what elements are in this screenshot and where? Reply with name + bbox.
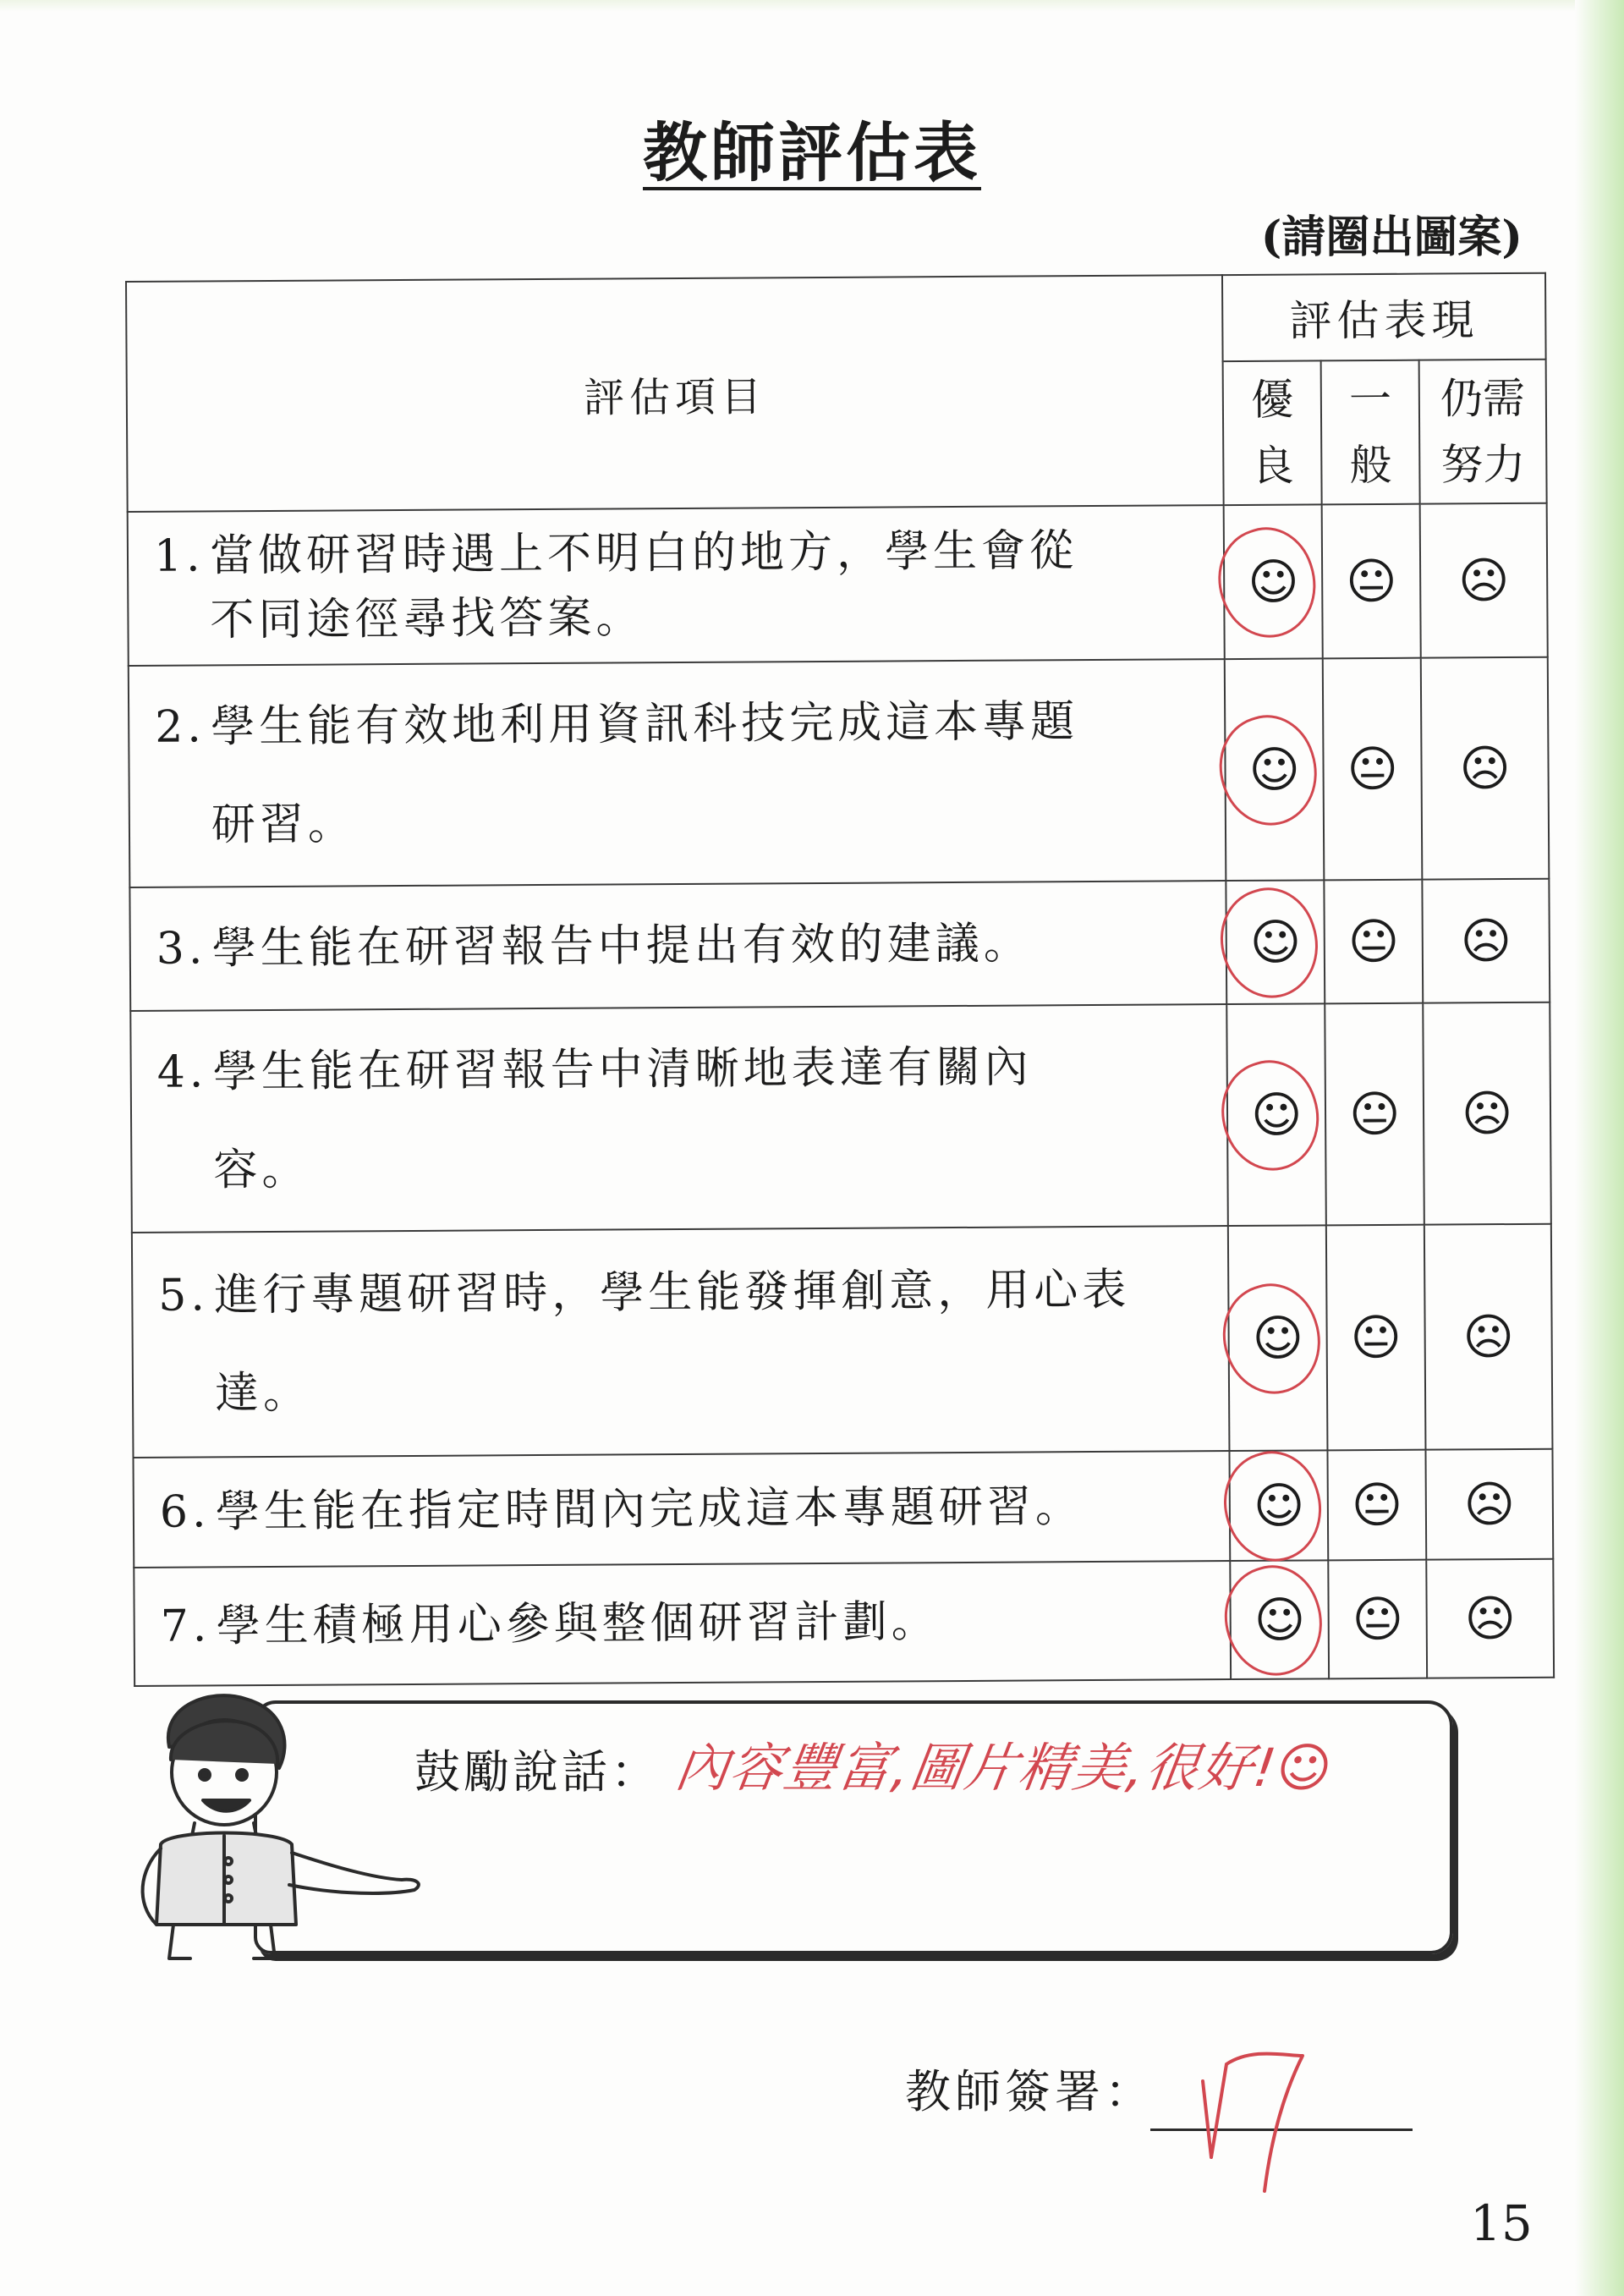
table-row [128,503,1548,666]
rating-header-excellent [1223,360,1322,505]
item-line1: 學生能在研習報告中提出有效的建議。 [211,918,1033,975]
rating-cell-average[interactable] [1325,1003,1424,1226]
performance-group-header: 評估表現 [1222,273,1545,361]
item-text-cell [134,1561,1231,1686]
teacher-signature [1193,2030,1336,2200]
rating-cell-needs-effort[interactable] [1422,879,1550,1003]
item-line1: 學生能有效地利用資訊科技完成這本專題 [211,696,1079,753]
frown-face-icon: ☹ [1464,1589,1517,1648]
rating-cell-needs-effort[interactable] [1424,1224,1553,1450]
smile-face-icon: ☺ [1254,1591,1305,1649]
item-line2: 達。 [214,1367,312,1420]
rating-cell-needs-effort[interactable] [1426,1559,1554,1678]
neutral-face-icon: 😐 [1347,739,1399,799]
item-line2: 容。 [213,1144,310,1196]
item-line1: 當做研習時遇上不明白的地方，學生會從 [209,525,1078,582]
smile-face-icon: ☺ [1252,1310,1303,1367]
item-number: 4. [156,1046,208,1098]
neutral-face-icon: 😐 [1350,1308,1402,1367]
smile-face-icon: ☺ [1248,741,1300,799]
table-row [129,657,1550,887]
green-page-edge [1575,0,1624,2296]
rating-header-line1: 仍需 [1440,373,1526,424]
item-number: 5. [158,1270,210,1321]
rating-header-line1: 一 [1348,374,1392,425]
rating-cell-average[interactable] [1328,1450,1427,1561]
item-text-cell [130,1004,1228,1233]
rating-cell-needs-effort[interactable] [1423,1002,1551,1225]
item-line2: 研習。 [211,799,357,851]
smile-face-icon: ☺ [1248,553,1299,611]
page-number: 15 [1470,2194,1533,2252]
rating-cell-needs-effort[interactable] [1426,1449,1554,1560]
neutral-face-icon: 😐 [1351,1475,1403,1535]
table-row [132,1224,1553,1458]
frown-face-icon: ☹ [1461,1084,1513,1143]
rating-cell-excellent[interactable] [1226,880,1325,1004]
smile-face-icon: ☺ [1254,1477,1305,1535]
frown-face-icon: ☹ [1457,552,1510,610]
rating-cell-needs-effort[interactable] [1421,657,1550,880]
smile-face-icon: ☺ [1251,1086,1303,1144]
form-title: 教師評估表 [643,115,981,190]
item-text-cell [133,1451,1230,1568]
table-row [129,879,1550,1011]
top-edge-tint [0,0,1624,12]
rating-header-needs-effort [1419,360,1547,504]
rating-cell-excellent[interactable] [1227,1003,1327,1226]
rating-header-line2: 努力 [1440,439,1526,490]
item-line1: 進行專題研習時，學生能發揮創意，用心表 [214,1264,1131,1321]
teacher-illustration [110,1684,431,1963]
table-row [133,1449,1553,1568]
rating-cell-excellent[interactable] [1225,658,1325,881]
item-line1: 學生積極用心參與整個研習計劃。 [216,1596,940,1652]
neutral-face-icon: 😐 [1345,552,1397,611]
rating-cell-average[interactable] [1328,1560,1427,1679]
rating-cell-excellent[interactable] [1230,1450,1329,1561]
evaluation-table [125,272,1555,1687]
rating-header-line1: 優 [1250,375,1294,425]
item-number: 2. [155,701,206,753]
neutral-face-icon: 😐 [1347,912,1400,971]
item-number: 7. [160,1601,211,1652]
rating-header-average [1321,360,1420,505]
table-row [130,1002,1551,1233]
circle-instruction: (請圈出圖案) [1260,211,1522,263]
signature-label: 教師簽署： [905,2065,1155,2118]
smile-face-icon: ☺ [1250,914,1302,971]
table-row [134,1559,1554,1686]
frown-face-icon: ☹ [1462,1307,1515,1366]
rating-header-line2: 般 [1349,440,1392,491]
item-text-cell [128,505,1225,666]
rating-cell-excellent[interactable] [1224,504,1323,659]
frown-face-icon: ☹ [1460,912,1512,970]
item-number: 3. [156,923,207,975]
frown-face-icon: ☹ [1463,1475,1516,1534]
rating-cell-excellent[interactable] [1228,1225,1328,1451]
rating-cell-average[interactable] [1325,880,1424,1004]
item-number: 1. [153,530,205,582]
item-column-header: 評估項目 [126,275,1224,512]
neutral-face-icon: 😐 [1352,1590,1404,1649]
item-text-cell [129,881,1226,1011]
rating-cell-excellent[interactable] [1231,1560,1330,1679]
item-number: 6. [159,1486,211,1538]
item-line1: 學生能在研習報告中清晰地表達有關內 [212,1041,1033,1098]
rating-cell-average[interactable] [1326,1225,1426,1451]
rating-cell-average[interactable] [1323,658,1423,881]
rating-cell-needs-effort[interactable] [1420,503,1548,658]
table-header-row [126,273,1546,368]
rating-cell-average[interactable] [1322,504,1421,659]
item-line2: 不同途徑尋找答案。 [210,592,645,646]
encouragement-handwriting: 內容豐富,圖片精美,很好!☺ [672,1737,1338,1799]
neutral-face-icon: 😐 [1348,1085,1401,1144]
encouragement-label: 鼓勵說話： [414,1745,660,1799]
item-line1: 學生能在指定時間內完成這本專題研習。 [215,1481,1084,1538]
rating-header-line2: 良 [1251,441,1294,491]
frown-face-icon: ☹ [1459,739,1512,798]
item-text-cell [129,659,1226,887]
item-text-cell [132,1226,1230,1458]
